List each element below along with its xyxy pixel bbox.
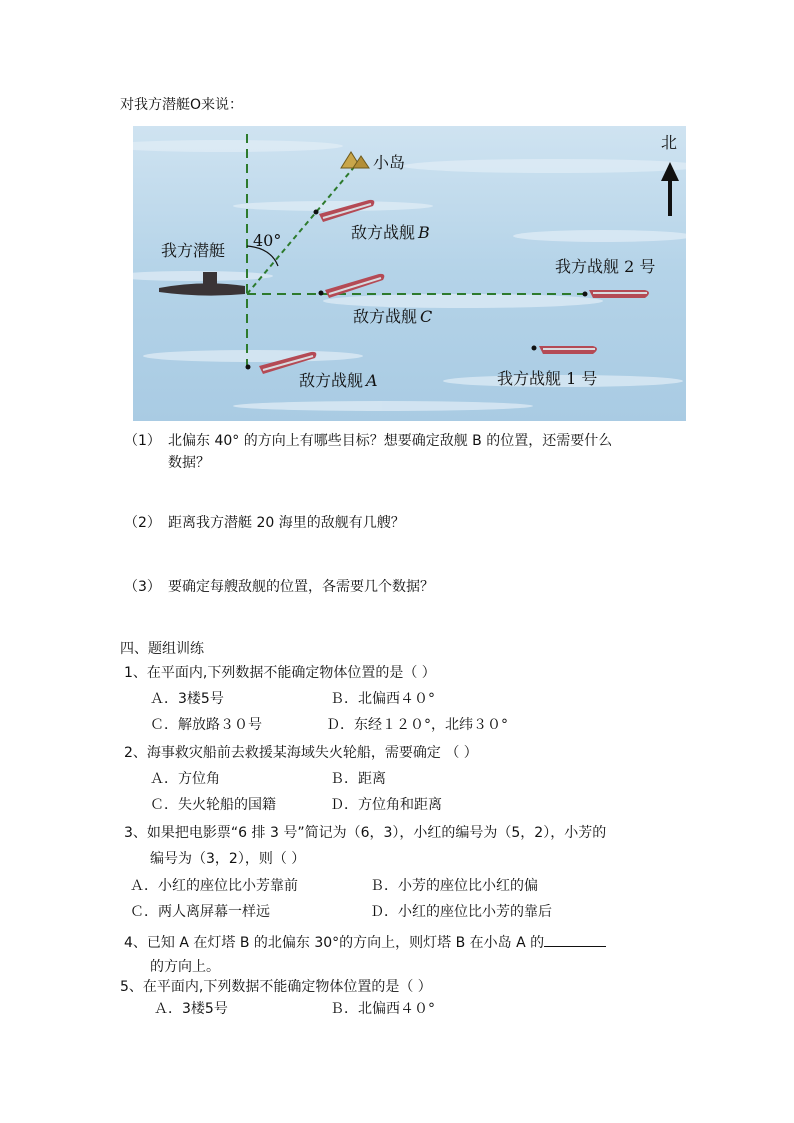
question-3-text: 要确定每艘敌舰的位置，各需要几个数据？ xyxy=(168,579,434,595)
question-3-number: （3） xyxy=(124,579,161,595)
enemy-b-label: 敌方战舰 B xyxy=(351,223,430,242)
question-2-number: （2） xyxy=(124,515,161,531)
question-1-line1: 北偏东 40° 的方向上有哪些目标？想要确定敌舰 B 的位置，还需要什么 xyxy=(168,433,613,449)
item-3-option-b: Ｂ．小芳的座位比小红的偏 xyxy=(370,878,538,894)
our-ship-2-label: 我方战舰 2 号 xyxy=(555,257,656,276)
map-illustration xyxy=(133,126,686,421)
item-1-option-c: Ｃ．解放路３０号 xyxy=(150,717,262,733)
position-map xyxy=(133,126,686,421)
item-1-option-b: Ｂ．北偏西４０° xyxy=(330,691,435,707)
intro-text: 对我方潜艇O来说： xyxy=(120,97,244,113)
item-1-option-a: Ａ．3楼5号 xyxy=(150,691,224,707)
item-5-question: 5、在平面内,下列数据不能确定物体位置的是（ ） xyxy=(120,979,432,995)
item-4-answer-blank[interactable] xyxy=(544,932,606,947)
our-ship-1-label: 我方战舰 1 号 xyxy=(497,369,598,388)
section-heading: 四、题组训练 xyxy=(120,641,204,657)
enemy-c-label: 敌方战舰 C xyxy=(353,307,433,326)
item-4-question-line2: 的方向上。 xyxy=(150,959,220,975)
item-3-option-c: Ｃ．两人离屏幕一样远 xyxy=(130,904,270,920)
item-2-question: 2、海事救灾船前去救援某海域失火轮船，需要确定 （ ） xyxy=(124,745,478,761)
item-4-text: 4、已知 A 在灯塔 B 的北偏东 30°的方向上，则灯塔 B 在小岛 A 的 xyxy=(124,935,545,951)
our-submarine-label: 我方潜艇 xyxy=(161,241,226,260)
our-ship-2-icon xyxy=(583,290,650,298)
item-5-option-a: Ａ．3楼5号 xyxy=(154,1001,228,1017)
item-2-option-c: Ｃ．失火轮船的国籍 xyxy=(150,797,276,813)
question-1-line2: 数据？ xyxy=(168,455,210,471)
question-1-number: （1） xyxy=(124,433,161,449)
item-3-question-line1: 3、如果把电影票“6 排 3 号”简记为（6，3），小红的编号为（5，2），小芳的 xyxy=(124,825,607,841)
question-2-text: 距离我方潜艇 20 海里的敌舰有几艘？ xyxy=(168,515,405,531)
enemy-a-label: 敌方战舰 A xyxy=(299,371,378,390)
north-label: 北 xyxy=(661,133,678,152)
angle-label: 40° xyxy=(253,231,282,250)
item-1-question: 1、在平面内,下列数据不能确定物体位置的是（ ） xyxy=(124,665,436,681)
item-5-option-b: Ｂ．北偏西４０° xyxy=(330,1001,435,1017)
island-label: 小岛 xyxy=(373,153,406,172)
item-1-option-d: Ｄ．东经１２０°，北纬３０° xyxy=(326,717,508,733)
item-4-question-line1 xyxy=(124,932,606,952)
item-2-option-d: Ｄ．方位角和距离 xyxy=(330,797,442,813)
item-3-option-d: Ｄ．小红的座位比小芳的靠后 xyxy=(370,904,552,920)
item-2-option-a: Ａ．方位角 xyxy=(150,771,220,787)
item-2-option-b: Ｂ．距离 xyxy=(330,771,386,787)
item-3-option-a: Ａ．小红的座位比小芳靠前 xyxy=(130,878,298,894)
item-3-question-line2: 编号为（3，2），则（ ） xyxy=(150,851,306,867)
